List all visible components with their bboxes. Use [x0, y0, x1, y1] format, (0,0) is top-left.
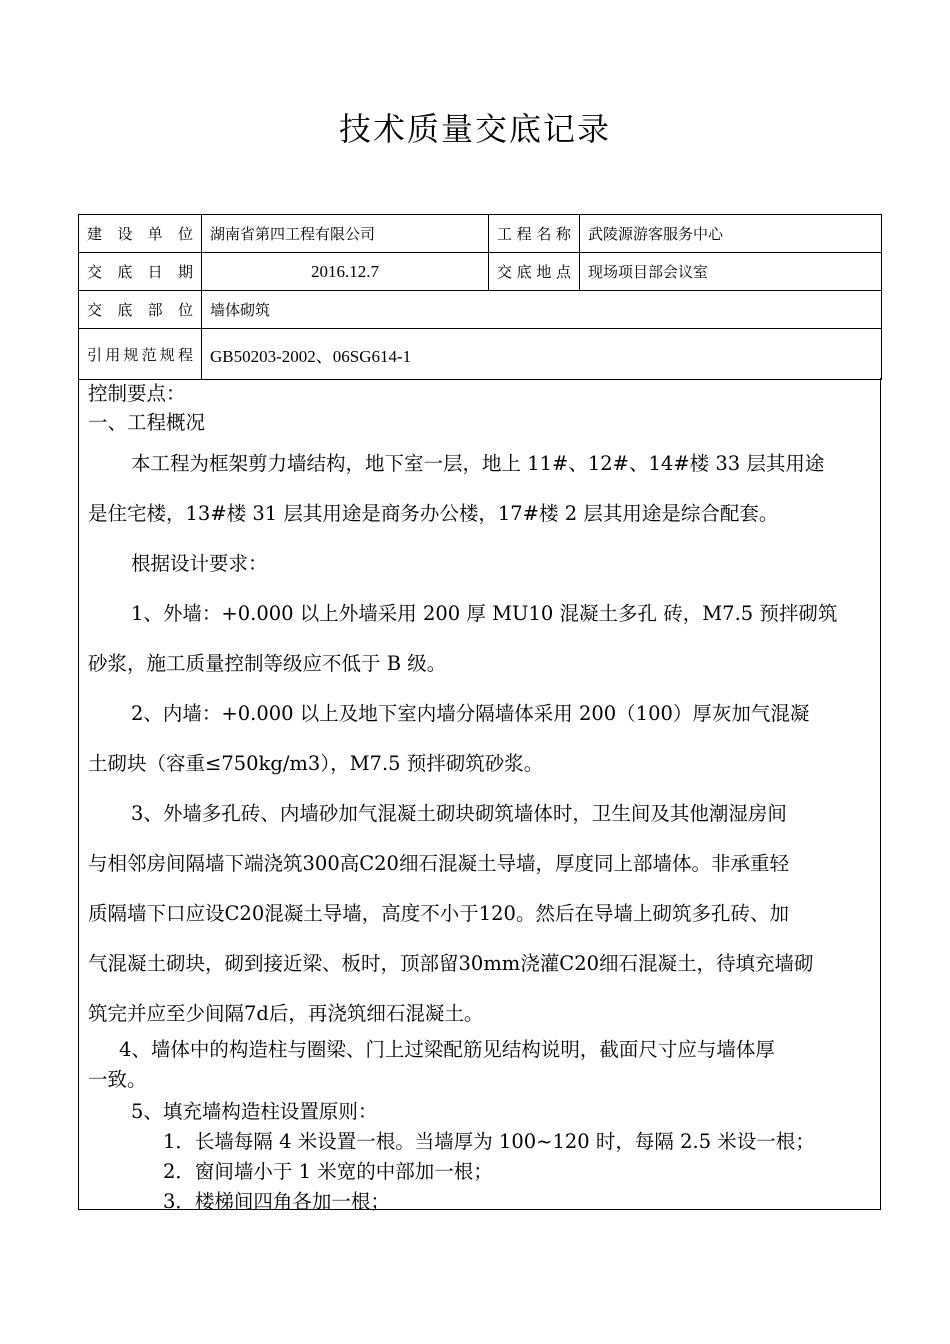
norm-label: 引用规范规程	[79, 329, 202, 380]
part-value: 墙体砌筑	[202, 291, 882, 329]
body-line: 土砌块（容重≤750kg/m3），M7.5 预拌砌筑砂浆。	[88, 752, 544, 775]
norm-value: GB50203-2002、06SG614-1	[202, 329, 882, 380]
info-row-norm	[79, 329, 882, 380]
body-line: 4、墙体中的构造柱与圈梁、门上过梁配筋见结构说明，截面尺寸应与墙体厚	[119, 1038, 775, 1061]
body-line: 是住宅楼，13#楼 31 层其用途是商务办公楼，17#楼 2 层其用途是综合配套。	[88, 502, 779, 525]
body-line: 气混凝土砌块，砌到接近梁、板时，顶部留30mm浇灌C20细石混凝土，待填充墙砌	[88, 952, 814, 975]
place-label: 交底地点	[489, 253, 580, 291]
body-line: 1．长墙每隔 4 米设置一根。当墙厚为 100~120 时，每隔 2.5 米设一根；	[163, 1130, 815, 1153]
body-line: 2．窗间墙小于 1 米宽的中部加一根；	[163, 1160, 493, 1183]
body-line: 3、外墙多孔砖、内墙砂加气混凝土砌块砌筑墙体时，卫生间及其他潮湿房间	[131, 802, 787, 825]
place-value: 现场项目部会议室	[580, 253, 882, 291]
unit-label: 建 设 单 位	[79, 215, 202, 253]
body-line: 3．楼梯间四角各加一根；	[163, 1190, 390, 1213]
info-table	[78, 214, 882, 380]
body-line: 砂浆，施工质量控制等级应不低于 B 级。	[88, 652, 447, 675]
body-line: 一致。	[88, 1068, 147, 1091]
project-value: 武陵源游客服务中心	[580, 215, 882, 253]
info-row-part	[79, 291, 882, 329]
body-line: 5、填充墙构造柱设置原则：	[131, 1100, 378, 1123]
body-line: 1、外墙：+0.000 以上外墙采用 200 厚 MU10 混凝土多孔 砖，M7.5 预拌砌筑	[131, 602, 838, 625]
control-points-section	[78, 378, 881, 1213]
project-label: 工程名称	[489, 215, 580, 253]
info-row-date	[79, 253, 882, 291]
body-line: 筑完并应至少间隔7d后，再浇筑细石混凝土。	[88, 1002, 484, 1025]
body-line: 质隔墙下口应设C20混凝土导墙，高度不小于120。然后在导墙上砌筑多孔砖、加	[88, 902, 789, 925]
part-label: 交 底 部 位	[79, 291, 202, 329]
body-line: 2、内墙：+0.000 以上及地下室内墙分隔墙体采用 200（100）厚灰加气混凝	[131, 702, 810, 725]
body-line: 根据设计要求：	[131, 552, 268, 575]
body-line: 一、工程概况	[88, 411, 206, 434]
date-value: 2016.12.7	[202, 253, 489, 291]
document-title: 技术质量交底记录	[338, 110, 611, 148]
body-line: 与相邻房间隔墙下端浇筑300高C20细石混凝土导墙，厚度同上部墙体。非承重轻	[88, 852, 789, 875]
date-label: 交 底 日 期	[79, 253, 202, 291]
body-line: 本工程为框架剪力墙结构，地下室一层，地上 11#、12#、14#楼 33 层其用途	[131, 452, 825, 475]
info-row-unit	[79, 215, 882, 253]
body-line: 控制要点：	[88, 382, 186, 405]
unit-value: 湖南省第四工程有限公司	[202, 215, 489, 253]
